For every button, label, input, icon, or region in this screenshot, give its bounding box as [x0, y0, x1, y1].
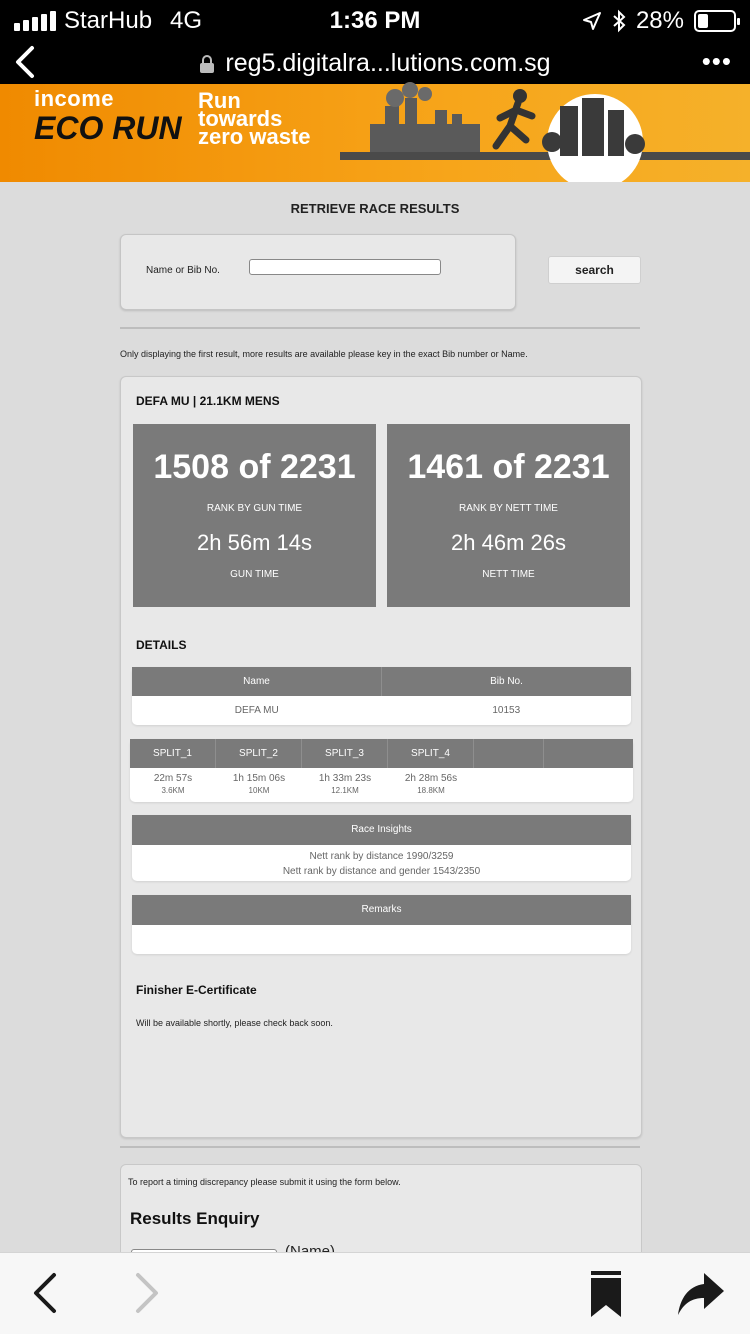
browser-url-bar — [0, 40, 750, 84]
forward-arrow-icon[interactable] — [132, 1269, 162, 1317]
split-header: SPLIT_1 — [130, 739, 216, 768]
split-header-empty — [544, 739, 633, 768]
lock-icon — [199, 54, 215, 74]
more-options-icon[interactable]: ••• — [701, 46, 732, 76]
split-header: SPLIT_3 — [302, 739, 388, 768]
split-header: SPLIT_2 — [216, 739, 302, 768]
gun-time: 2h 56m 14s — [197, 530, 312, 555]
race-insights-header: Race Insights — [351, 824, 412, 835]
carrier-name: StarHub — [64, 7, 153, 34]
nett-time-rank-box — [387, 424, 630, 607]
gun-rank-caption: RANK BY GUN TIME — [206, 503, 303, 514]
location-arrow-icon — [582, 11, 602, 31]
search-button[interactable]: search — [548, 256, 641, 284]
insight-line: Nett rank by distance 1990/3259 — [309, 851, 454, 862]
certificate-heading: Finisher E-Certificate — [136, 983, 257, 997]
runner-info-table — [132, 667, 631, 725]
enquiry-intro: To report a timing discrepancy please submit it using the form below. — [128, 1177, 401, 1187]
table-row — [132, 696, 631, 725]
search-input[interactable] — [249, 259, 441, 275]
result-card — [120, 376, 642, 1138]
nett-time: 2h 46m 26s — [451, 530, 566, 555]
back-arrow-icon[interactable] — [30, 1269, 60, 1317]
page-title: RETRIEVE RACE RESULTS — [290, 201, 460, 216]
split-header: SPLIT_4 — [388, 739, 474, 768]
split-cell: 2h 28m 56s 18.8KM — [404, 773, 458, 795]
remarks-table — [132, 895, 631, 954]
battery-icon — [694, 10, 736, 32]
splits-table — [130, 739, 633, 802]
bookmark-icon[interactable] — [588, 1269, 624, 1319]
gun-rank: 1508 of 2231 — [153, 448, 356, 486]
runner-category-heading: DEFA MU | 21.1KM MENS — [136, 394, 280, 408]
page-content — [0, 182, 750, 1252]
network-type: 4G — [170, 7, 203, 34]
income-ecorun-logo: income ECO RUN — [34, 86, 182, 146]
nett-time-caption: NETT TIME — [482, 569, 535, 580]
nett-rank-caption: RANK BY NETT TIME — [459, 503, 558, 514]
divider — [120, 327, 640, 329]
banner-tagline: Run towards zero waste — [198, 88, 311, 149]
url-display[interactable] — [0, 49, 750, 78]
split-cell: 1h 15m 06s 10KM — [232, 773, 286, 795]
url-text: reg5.digitalra...lutions.com.sg — [225, 49, 551, 77]
runner-name: DEFA MU — [234, 705, 279, 716]
column-header-bib: Bib No. — [490, 676, 523, 687]
gun-time-caption: GUN TIME — [230, 569, 279, 580]
remarks-body — [132, 925, 631, 954]
nett-rank: 1461 of 2231 — [407, 448, 610, 486]
status-bar — [0, 0, 750, 40]
column-header-name: Name — [132, 667, 382, 696]
split-cell: 1h 33m 23s 12.1KM — [318, 773, 372, 795]
search-panel — [120, 234, 516, 310]
table-row — [130, 768, 633, 802]
bluetooth-icon — [612, 9, 626, 33]
enquiry-title: Results Enquiry — [130, 1209, 260, 1228]
race-insights-body — [132, 845, 631, 881]
remarks-header: Remarks — [361, 904, 402, 915]
search-label: Name or Bib No. — [146, 265, 220, 276]
insight-line: Nett rank by distance and gender 1543/2350 — [282, 866, 481, 877]
battery-percentage: 28% — [635, 7, 684, 34]
browser-toolbar — [0, 1252, 750, 1334]
clock: 1:36 PM — [329, 7, 421, 34]
details-heading: DETAILS — [136, 638, 187, 652]
bib-number: 10153 — [492, 705, 521, 716]
divider — [120, 1146, 640, 1148]
event-banner[interactable] — [0, 84, 750, 182]
banner-illustration — [340, 84, 750, 162]
split-cell: 22m 57s 3.6KM — [153, 773, 193, 795]
gun-time-rank-box — [133, 424, 376, 607]
results-notice: Only displaying the first result, more results are available please key in the exact Bib number or Name. — [120, 349, 528, 359]
certificate-message: Will be available shortly, please check back soon. — [136, 1018, 333, 1028]
race-insights-table — [132, 815, 631, 881]
split-header-empty — [474, 739, 544, 768]
share-arrow-icon[interactable] — [676, 1269, 726, 1319]
